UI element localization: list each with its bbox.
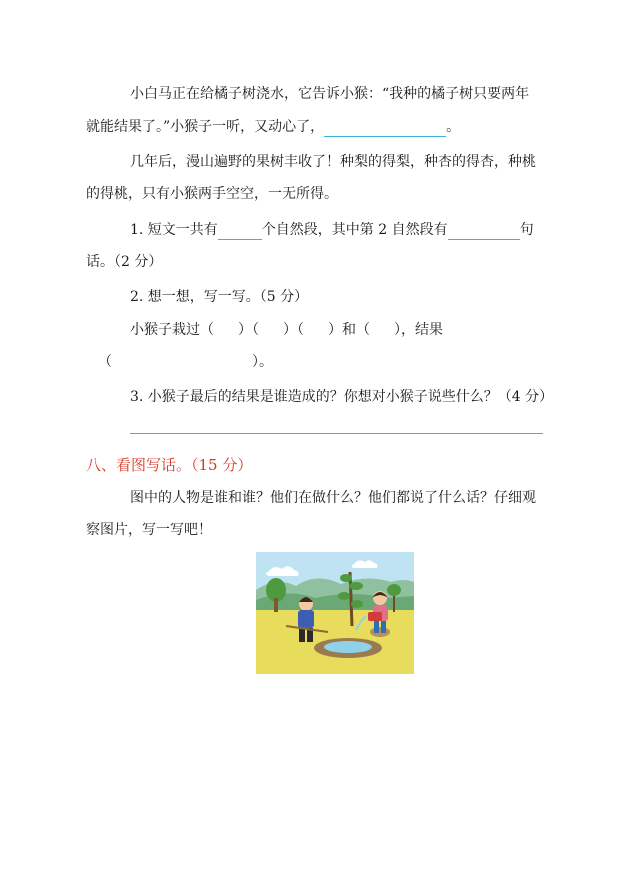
question-1 [130, 220, 534, 240]
question-2-title: 2. 想一想，写一写。（5 分） [130, 289, 309, 305]
question-2-result-line [98, 352, 273, 372]
q2-close-2: ）。 [252, 354, 273, 370]
question-2-fill [130, 320, 443, 340]
q2-and: ）和（ [328, 322, 370, 338]
q3-answer-line[interactable] [130, 433, 543, 434]
q1-text-pre: 1. 短文一共有 [130, 222, 218, 238]
passage-p2-line1: 几年后，漫山遍野的果树丰收了！种梨的得梨，种杏的得杏，种桃 [130, 154, 536, 170]
q2-result: ），结果 [394, 322, 443, 338]
section-8-prompt-line1: 图中的人物是谁和谁？他们在做什么？他们都说了什么话？仔细观 [130, 490, 536, 506]
passage-p1-line2 [86, 117, 460, 137]
passage-p1-line2-end: 。 [446, 119, 461, 135]
passage-p2-line2: 的得桃，只有小猴两手空空，一无所得。 [86, 186, 338, 202]
question-1-line2: 话。（2 分） [86, 254, 163, 270]
passage-p1-line2-text: 就能结果了。”小猴子一听，又动心了， [86, 119, 325, 135]
tree-planting-illustration [256, 552, 414, 674]
section-8-prompt-line2: 察图片，写一写吧！ [86, 522, 212, 538]
q1-blank-sentences[interactable] [448, 223, 520, 240]
question-3: 3. 小猴子最后的结果是谁造成的？你想对小猴子说些什么？（4 分） [130, 389, 554, 405]
q1-text-post: 句 [519, 222, 534, 238]
q1-blank-paragraphs[interactable] [218, 223, 262, 240]
passage-p1-line1: 小白马正在给橘子树浇水，它告诉小猴：“我种的橘子树只要两年 [130, 86, 530, 102]
q2-open-2: （ [98, 354, 112, 370]
section-8-title: 八、看图写话。（15 分） [86, 456, 253, 474]
q2-sep-1: ）（ [238, 322, 259, 338]
fill-blank-1[interactable] [324, 120, 446, 137]
q1-text-mid: 个自然段，其中第 2 自然段有 [261, 222, 448, 238]
q2-sep-2: ）（ [283, 322, 304, 338]
q2-open: 小猴子栽过（ [130, 322, 214, 338]
